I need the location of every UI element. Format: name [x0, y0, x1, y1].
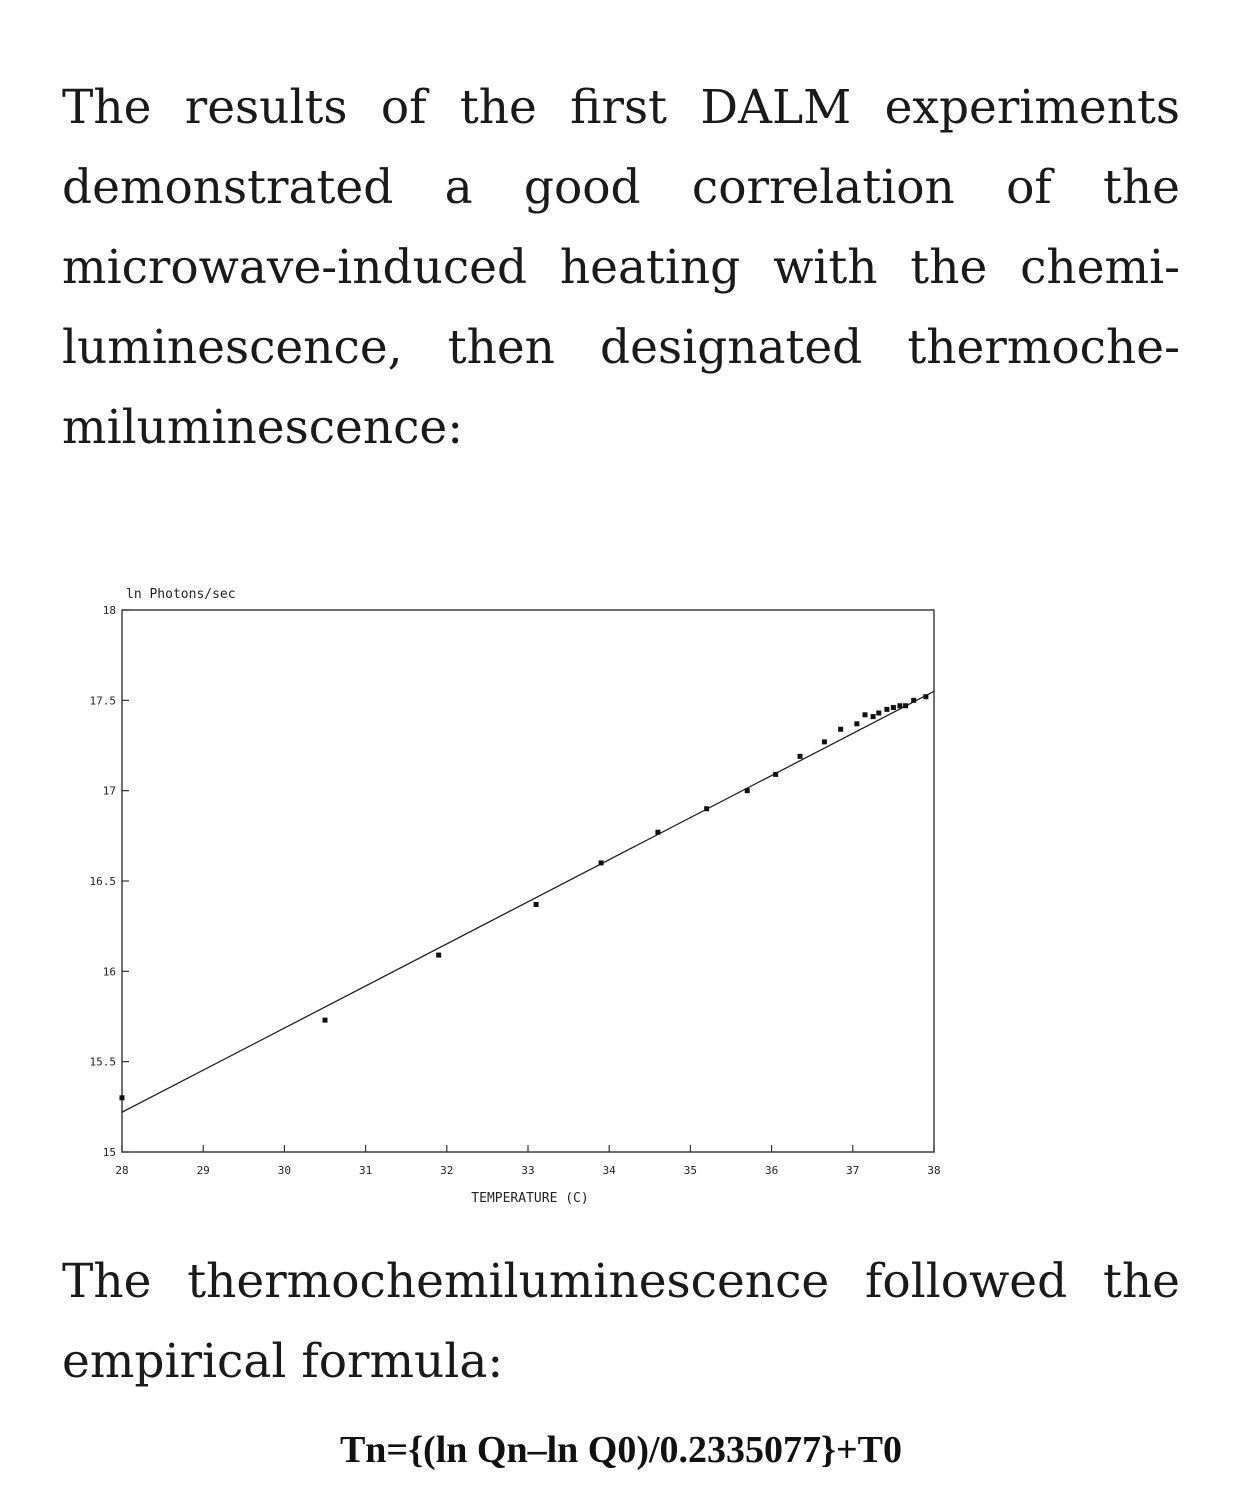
- data-point: [436, 953, 441, 958]
- x-tick-label: 37: [846, 1164, 860, 1177]
- plot-border: [122, 610, 934, 1152]
- x-tick-label: 36: [764, 1164, 779, 1177]
- y-tick-label: 15: [102, 1146, 116, 1159]
- axis-ticks: [90, 604, 941, 1177]
- x-tick-label: 35: [683, 1164, 698, 1177]
- data-point: [745, 788, 750, 793]
- data-points: [120, 694, 929, 1100]
- x-tick-label: 38: [927, 1164, 941, 1177]
- data-point: [798, 754, 803, 759]
- formula-text: Tn={(ln Qn–ln Q0)/0.2335077}+T0: [339, 1429, 903, 1471]
- data-point: [884, 707, 889, 712]
- data-point: [773, 772, 778, 777]
- followup-paragraph: The thermochemiluminescence followed the empirical formula:: [62, 1254, 1180, 1389]
- y-tick-label: 17.5: [89, 694, 116, 708]
- data-point: [923, 694, 928, 699]
- data-point: [871, 714, 876, 719]
- y-axis-label: ln Photons/sec: [126, 587, 236, 602]
- chart-figure: [0, 560, 1242, 1220]
- data-point: [704, 806, 709, 811]
- x-tick-label: 30: [277, 1164, 292, 1177]
- data-point: [120, 1095, 125, 1100]
- data-point: [655, 830, 660, 835]
- x-tick-label: 32: [440, 1164, 454, 1177]
- y-tick-label: 18: [102, 604, 116, 617]
- x-tick-label: 29: [196, 1164, 210, 1177]
- x-tick-label: 28: [115, 1164, 129, 1177]
- plot-frame: [122, 610, 934, 1152]
- data-point: [534, 902, 539, 907]
- x-tick-label: 33: [521, 1164, 535, 1177]
- fit-line: [122, 691, 934, 1112]
- data-point: [838, 727, 843, 732]
- fit-line-group: [122, 691, 934, 1112]
- data-point: [862, 712, 867, 717]
- data-point: [891, 705, 896, 710]
- x-tick-label: 31: [358, 1164, 373, 1177]
- data-point: [599, 860, 604, 865]
- y-tick-label: 15.5: [89, 1055, 116, 1069]
- empirical-formula: [0, 1428, 1242, 1472]
- y-tick-label: 16.5: [89, 875, 116, 888]
- x-axis-label: TEMPERATURE (C): [471, 1191, 589, 1206]
- data-point: [911, 698, 916, 703]
- scatter-chart: [0, 560, 1242, 1220]
- data-point: [822, 739, 827, 744]
- data-point: [903, 703, 908, 708]
- y-tick-label: 16: [102, 965, 116, 979]
- data-point: [854, 721, 859, 726]
- x-tick-label: 34: [602, 1164, 616, 1177]
- data-point: [876, 710, 881, 715]
- data-point: [897, 703, 902, 708]
- y-tick-label: 17: [102, 784, 116, 798]
- intro-paragraph: The results of the first DALM experiments demonstrated a good correlation of the microwave-induced heating with the chemiluminescence, then designated thermochemiluminescence:: [62, 80, 1180, 455]
- data-point: [323, 1018, 328, 1023]
